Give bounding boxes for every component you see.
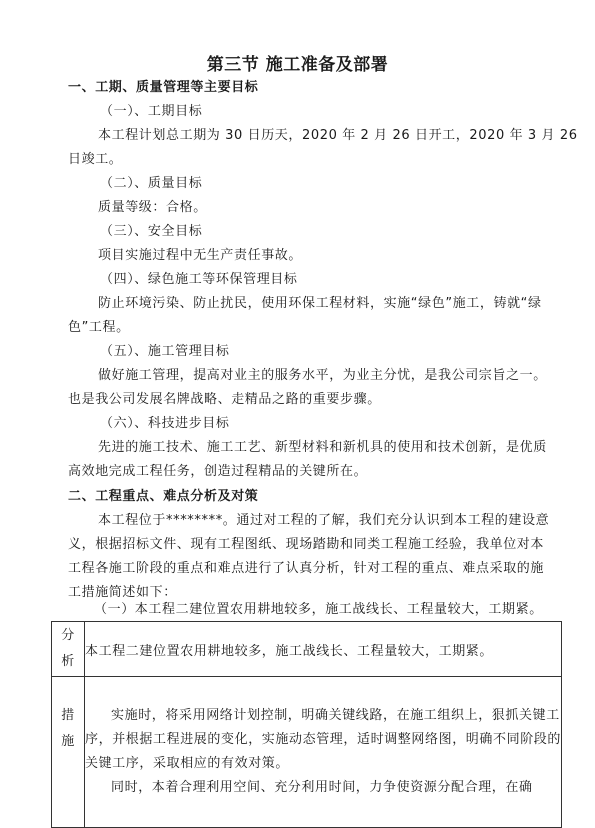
- goal-text-6a: 先进的施工技术、施工工艺、新型材料和新机具的使用和技术创新，是优质: [98, 440, 547, 455]
- page-title: 第三节 施工准备及部署: [206, 55, 389, 75]
- goal-text-2: 质量等级：合格。: [98, 200, 207, 215]
- goal-text-6b: 高效地完成工程任务，创造过程精品的关键所在。: [68, 464, 368, 479]
- section2-intro-2: 义，根据招标文件、现有工程图纸、现场踏勘和同类工程施工经验，我单位对本: [68, 537, 545, 552]
- section1-heading: 一、工期、质量管理等主要目标: [68, 80, 259, 95]
- row-label-analysis: 分 析: [52, 622, 85, 677]
- goal-label-4: （四）、绿色施工等环保管理目标: [100, 272, 298, 287]
- analysis-table: [51, 621, 562, 828]
- goal-text-4b: 色”工程。: [68, 320, 130, 335]
- table-row: [52, 622, 562, 677]
- section2-heading: 二、工程重点、难点分析及对策: [68, 489, 259, 504]
- goal-text-4a: 防止环境污染、防止扰民，使用环保工程材料，实施“绿色”施工，铸就“绿: [98, 296, 542, 311]
- goal-label-2: （二）、质量目标: [100, 176, 203, 191]
- goal-text-1b: 日竣工。: [68, 152, 123, 167]
- goal-label-3: （三）、安全目标: [100, 224, 203, 239]
- section2-point-1: （一）本工程二建位置农用耕地较多，施工战线长、工程量较大，工期紧。: [94, 602, 543, 617]
- section2-intro-3: 工程各施工阶段的重点和难点进行了认真分析，针对工程的重点、难点采取的施: [68, 561, 545, 576]
- goal-text-1a: 本工程计划总工期为 30 日历天，2020 年 2 月 26 日开工，2020 年 3 月 26: [98, 128, 578, 143]
- measures-para-2: 同时，本着合理利用空间、充分利用时间，力争使资源分配合理，在确: [111, 780, 533, 795]
- section2-intro-4: 工措施简述如下：: [68, 585, 177, 600]
- measures-text: [85, 677, 562, 828]
- measures-para-1: 实施时，将采用网络计划控制，明确关键线路，在施工组织上，狠抓关键工序，并根据工程进展的变化，实施动态管理，适时调整网络图，明确不同阶段的关键工序，采取相应的有效对策。: [85, 708, 562, 771]
- table-row: [52, 677, 562, 828]
- goal-label-5: （五）、施工管理目标: [100, 344, 230, 359]
- analysis-text: 本工程二建位置农用耕地较多，施工战线长、工程量较大，工期紧。: [85, 622, 562, 677]
- goal-text-3: 项目实施过程中无生产责任事故。: [98, 248, 303, 263]
- goal-text-5a: 做好施工管理，提高对业主的服务水平，为业主分忧，是我公司宗旨之一。: [98, 368, 547, 383]
- goal-text-5b: 也是我公司发展名牌战略、走精品之路的重要步骤。: [68, 392, 381, 407]
- section2-intro-1: 本工程位于********。通过对工程的了解，我们充分认识到本工程的建设意: [98, 513, 550, 528]
- goal-label-1: （一）、工期目标: [100, 104, 203, 119]
- goal-label-6: （六）、科技进步目标: [100, 416, 230, 431]
- row-label-measures: 措 施: [52, 677, 85, 828]
